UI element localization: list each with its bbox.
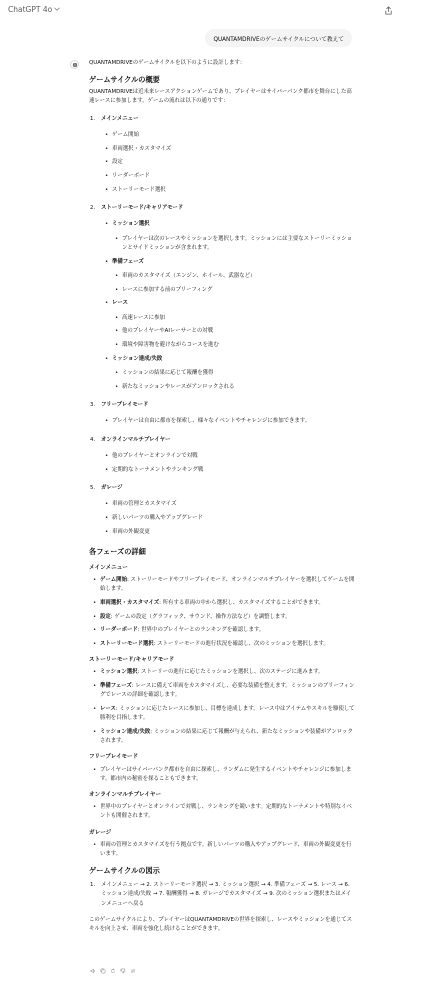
diagram-list: [89, 881, 355, 909]
sub-bullet-item: • レースに参加する前のブリーフィング: [122, 286, 355, 295]
assistant-message: [89, 58, 355, 934]
list-item: [90, 484, 355, 537]
model-label: ChatGPT 4o: [8, 5, 53, 14]
sub-bullet-list: [112, 235, 355, 253]
detail-section: [89, 656, 355, 746]
detail-list: [89, 841, 355, 859]
overview-list: [89, 115, 355, 537]
list-item-title: メインメニュー: [101, 115, 139, 122]
copy-icon[interactable]: [99, 967, 106, 974]
detail-list: [89, 766, 355, 784]
sub-bullet-item: • 高速レースに参加: [122, 314, 355, 323]
bullet-group-title: • ミッション達成/失敗: [112, 356, 163, 362]
diagram-heading: ゲームサイクルの図示: [89, 866, 160, 876]
bullet-group-title: • 準備フェーズ: [112, 258, 144, 265]
list-number: 1.: [90, 115, 96, 122]
detail-section-title: フリープレイモード: [89, 754, 139, 761]
list-number: 3.: [90, 402, 96, 409]
detail-term: 準備フェーズ: [100, 683, 132, 690]
detail-term: ストーリーモード選択: [100, 641, 154, 648]
speaker-icon[interactable]: [89, 967, 96, 974]
bullet-item: • ストーリーモード選択: [112, 186, 355, 195]
detail-text: : 世界中のプレイヤーとのランキングを確認します。: [137, 627, 265, 634]
detail-text: : 所有する車両の中から選択し、カスタマイズすることができます。: [159, 599, 324, 606]
detail-section-title: ガレージ: [89, 829, 112, 836]
detail-section: [89, 564, 355, 649]
detail-list: [89, 803, 355, 821]
overview-paragraph: QUANTAMDRIVEは近未来レースアクションゲームであり、プレイヤーはサイバーパンク都市を舞台にした高速レースに参加します。ゲームの流れは以下の通りです：: [89, 89, 352, 105]
bullet-item: • 定期的なトーナメントやランキング戦: [112, 466, 355, 475]
bullet-group-title: • ミッション選択: [112, 221, 150, 228]
detail-section-title: ストーリーモード/キャリアモード: [89, 657, 175, 664]
detail-item: [100, 576, 355, 594]
bullet-item: • 設定: [112, 158, 355, 167]
detail-section: [89, 791, 355, 822]
message-actions: [89, 967, 136, 974]
detail-item: • 世界中のプレイヤーとオンラインで対戦し、ランキングを競います。定期的なトーナメントや特別なイベントも開催されます。: [100, 803, 355, 821]
detail-text: : ミッションの結果に応じて報酬が与えられ、新たなミッションや装備がアンロックされます。: [100, 728, 353, 745]
bullet-item: • 車両の管理とカスタマイズ: [112, 500, 355, 509]
sub-bullet-item: • 環境や障害物を避けながらコースを進む: [122, 341, 355, 350]
bullet-group: [112, 299, 355, 350]
list-item-title: ストーリーモード/キャリアモード: [101, 205, 184, 212]
user-message-bubble: QUANTAMDRIVEのゲームサイクルについて教えて: [205, 29, 352, 47]
detail-item: [100, 705, 355, 723]
list-number: 2.: [90, 205, 96, 212]
closing-paragraph: このゲームサイクルにより、プレイヤーはQUANTAMDRIVEの世界を探索し、レースやミッションを通じてスキルを向上させ、車両を強化し続けることができます。: [89, 916, 352, 932]
bullet-list: [101, 131, 355, 195]
response-intro: QUANTAMDRIVEのゲームサイクルを以下のように設計します：: [89, 60, 246, 66]
detail-text: : ストーリーモードの進行状況を確認し、次のミッションを選択します。: [153, 641, 329, 648]
sub-bullet-list: [112, 369, 355, 392]
sub-bullet-item: • 車両のカスタマイズ（エンジン、ホイール、武器など）: [122, 272, 355, 281]
detail-section: [89, 753, 355, 784]
bullet-item: • ゲーム開始: [112, 131, 355, 140]
detail-item: [100, 668, 355, 677]
sub-bullet-item: • 他のプレイヤーやAIレーサーとの対戦: [122, 327, 355, 336]
bullet-list: [101, 220, 355, 392]
share-button[interactable]: [382, 4, 394, 16]
assistant-avatar: [70, 60, 79, 69]
detail-text: : レースに備えて車両をカスタマイズし、必要な装備を整えます。ミッションのブリーフィングでレースの詳細を確認します。: [100, 683, 355, 699]
detail-term: 設定: [100, 613, 111, 620]
detail-item: [100, 682, 355, 700]
detail-term: リーダーボード: [100, 627, 138, 634]
regenerate-icon[interactable]: [109, 967, 116, 974]
bullet-item: • 他のプレイヤーとオンラインで対戦: [112, 452, 355, 461]
bullet-group-title: • レース: [112, 300, 128, 307]
openai-logo-icon: [72, 62, 78, 68]
diagram-text: メインメニュー → 2. ストーリーモード選択 → 3. ミッション選択 → 4. 準備フェーズ → 5. レース → 6. ミッション達成/失敗 → 7. 報酬獲得 → 8. ガレージでカスタマイズ → 9. 次のミッション選択またはメインメニューへ戻る: [101, 882, 352, 907]
detail-item: • 車両の管理とカスタマイズを行う拠点です。新しいパーツの購入やアップグレード、車両の外観変更を行います。: [100, 841, 355, 859]
list-number: 5.: [90, 484, 96, 491]
bullet-list: [101, 417, 355, 426]
top-bar: [0, 0, 422, 20]
list-item: [90, 115, 355, 196]
bullet-item: • 車両の外観変更: [112, 528, 355, 537]
details-heading: 各フェーズの詳細: [89, 546, 146, 556]
detail-list: [89, 668, 355, 746]
detail-term: ゲーム開始: [100, 577, 127, 584]
model-switch-icon[interactable]: [129, 967, 136, 974]
sub-bullet-item: • ミッションの結果に応じて報酬を獲得: [122, 369, 355, 378]
overview-heading: ゲームサイクルの概要: [89, 75, 160, 85]
detail-text: : ミッションに応じたレースに参加し、目標を達成します。レース中はアイテムやスキルを駆使して勝利を目指します。: [100, 706, 355, 722]
bullet-item: • リーダーボード: [112, 172, 355, 181]
detail-list: [89, 576, 355, 649]
detail-section: [89, 829, 355, 860]
list-item-title: ガレージ: [101, 484, 123, 491]
list-item: [90, 401, 355, 426]
chevron-down-icon: [54, 7, 60, 13]
list-number: 4.: [90, 436, 96, 443]
bullet-item: • 車両選択・カスタマイズ: [112, 145, 355, 154]
detail-item: [100, 599, 355, 608]
detail-term: ミッション達成/失敗: [100, 728, 151, 735]
share-icon: [384, 6, 393, 15]
model-selector[interactable]: [8, 5, 60, 14]
detail-item: [100, 626, 355, 635]
detail-text: : ストーリーモードやフリープレイモード、オンラインマルチプレイヤーを選択してゲームを開始します。: [100, 577, 355, 593]
list-item-title: オンラインマルチプレイヤー: [101, 436, 171, 443]
detail-item: • プレイヤーはサイバーパンク都市を自由に探索し、ランダムに発生するイベントやチャレンジに参加します。都市内の秘密を探ることもできます。: [100, 766, 355, 784]
list-item: [90, 436, 355, 475]
detail-text: : ストーリーの進行に応じたミッションを選択し、次のステージに進みます。: [137, 669, 324, 676]
sub-bullet-list: [112, 272, 355, 295]
sub-bullet-list: [112, 314, 355, 351]
detail-section-title: オンラインマルチプレイヤー: [89, 791, 162, 798]
diagram-section: [89, 865, 355, 909]
detail-section-title: メインメニュー: [89, 564, 128, 571]
detail-item: [100, 728, 355, 746]
bullet-group: [112, 355, 355, 392]
detail-term: レース: [100, 706, 116, 713]
sub-bullet-item: • 新たなミッションやレースがアンロックされる: [122, 383, 355, 392]
bullet-item: • プレイヤーは自由に都市を探索し、様々なイベントやチャレンジに参加できます。: [112, 417, 355, 426]
list-number: 1.: [90, 882, 96, 889]
list-item: [90, 204, 355, 392]
list-item-title: フリープレイモード: [101, 402, 149, 409]
detail-term: 車両選択・カスタマイズ: [100, 599, 160, 606]
detail-item: [100, 640, 355, 649]
detail-text: : ゲームの設定（グラフィック、サウンド、操作方法など）を調整します。: [110, 613, 291, 620]
bullet-list: [101, 452, 355, 475]
sub-bullet-item: • プレイヤーは次のレースやミッションを選択します。ミッションには主要なストーリーミッションとサイドミッションが含まれます。: [122, 235, 355, 253]
bullet-group: [112, 258, 355, 295]
detail-term: ミッション選択: [100, 669, 138, 676]
detail-item: [100, 613, 355, 622]
bullet-list: [101, 500, 355, 537]
diagram-item: [90, 881, 355, 909]
thumbs-down-icon[interactable]: [119, 967, 126, 974]
bullet-item: • 新しいパーツの購入やアップグレード: [112, 514, 355, 523]
bullet-group: [112, 220, 355, 253]
